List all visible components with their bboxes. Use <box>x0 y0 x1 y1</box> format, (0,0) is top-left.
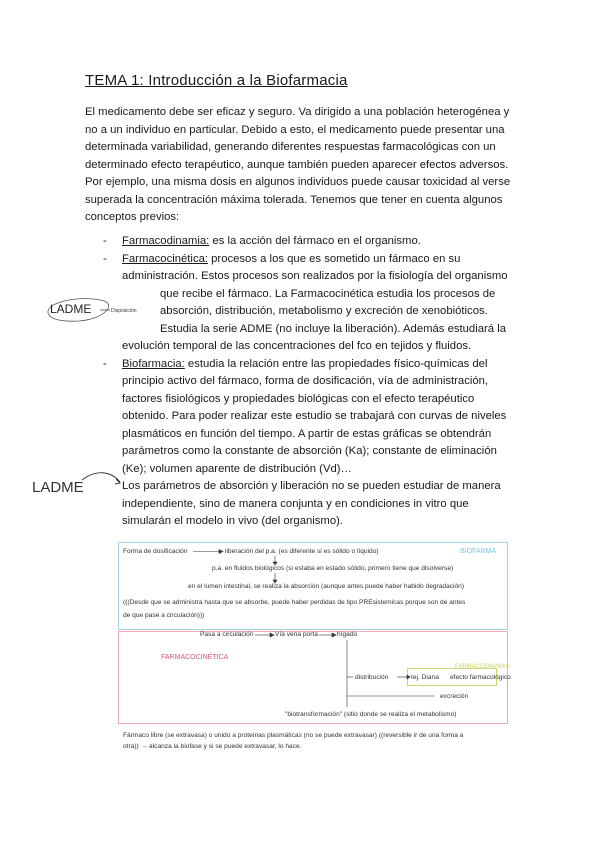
diagram-text: efecto farmacológico <box>450 674 511 681</box>
diagram-text: liberación del p.a. (es diferente si es sólido o líquido) <box>225 548 379 555</box>
page-title: TEMA 1: Introducción a la Biofarmacia <box>85 72 348 89</box>
diagram-text: (((Desde que se administra hasta que se absorbe, puede haber perdidas de tipo PREsistemicas porque son de antes <box>123 599 466 606</box>
definition-text: es la acción del fármaco en el organismo. <box>209 235 421 247</box>
diagram-text: de que pase a circulación))) <box>123 612 205 619</box>
diagram-text: Vía vena porta <box>275 631 318 638</box>
term-farmacodinamia: Farmacodinamia: <box>122 235 210 247</box>
pharmacokinetics-diagram <box>115 542 510 722</box>
term-biofarmacia: Biofarmacia: <box>122 357 185 370</box>
bullet-line: que recibe el fármaco. La Farmacocinética estudia los procesos de <box>160 287 496 300</box>
diagram-text: Fármaco libre (se extravasa) o unido a proteínas plasmáticas (no se puede extravasar) ((reversible ir de una forma a <box>123 732 464 739</box>
bullet-line: parámetros como la constante de absorción (Ka); constante de eliminación <box>122 445 497 457</box>
diagram-text: Pasa a circulación <box>200 631 254 638</box>
intro-line: El medicamento debe ser eficaz y seguro. Va dirigido a una población heterogénea y <box>85 106 510 118</box>
bullet-line: independiente, sino de manera conjunta y en condiciones in vitro que <box>122 497 469 510</box>
term-farmacocinetica: Farmacocinética: <box>122 252 209 265</box>
bullet-line: simularán el modelo in vivo (del organismo). <box>122 515 344 527</box>
bullet-line: absorción, distribución, metabolismo y excreción de xenobióticos. <box>160 305 488 317</box>
diagram-text: distribución <box>355 674 389 681</box>
diagram-text: en el lumen intestinal, se realiza la absorción (aunque antes puede haber habido degradación) <box>188 583 465 590</box>
bullet-line: (Ke); volumen aparente de distribución (Vd)… <box>122 462 352 475</box>
diagram-text: excreción <box>440 693 469 700</box>
ladme-sketch-icon <box>44 295 144 325</box>
bullet-line: evolución temporal de las concentraciones del fco en tejidos y fluidos. <box>122 340 472 352</box>
bullet-line: obtenido. Para poder realizar este estudio se trabajará con curvas de niveles <box>122 410 507 422</box>
bullet-line: Estudia la serie ADME (no incluye la liberación). Además estudiará la <box>160 322 506 335</box>
ladme-text: LADME <box>32 479 84 496</box>
bullet-line: administración. Estos procesos son realizados por la fisiología del organismo <box>122 270 508 282</box>
farmacocinetica-label: FARMACOCINÉTICA <box>161 654 229 661</box>
diagram-arrows <box>115 542 510 722</box>
ladme-arrow-icon <box>30 466 125 502</box>
intro-line: conceptos previos: <box>85 211 180 223</box>
ladme-sub-text: Disposición <box>111 308 137 314</box>
diagram-text: p.a. en fluidos biológicos (si estaba en estado sólido, primero tiene que disolverse) <box>212 565 454 572</box>
diagram-text: otra)) → alcanza la biofase y si se puede extravasar, lo hace. <box>123 743 302 750</box>
diagram-text: Forma de dosificación <box>123 548 188 555</box>
bullet-line: principio activo del fármaco, forma de dosificación, vía de administración, <box>122 375 489 387</box>
bullet-dash: - <box>103 357 107 370</box>
bullet-line: Los parámetros de absorción y liberación no se pueden estudiar de manera <box>122 480 501 492</box>
ladme-text: LADME <box>50 302 92 316</box>
bullet-dash: - <box>103 235 107 247</box>
bullet-farmacocinetica <box>122 251 460 269</box>
intro-line: determinada variabilidad, generando diferentes respuestas farmacológicas con un <box>85 141 496 153</box>
bullet-line: plasmáticos en función del tiempo. A partir de estas gráficas se obtendrán <box>122 427 492 440</box>
bullet-biofarmacia <box>122 356 487 374</box>
intro-line: no a un individuo en particular. Debido a esto, el medicamento puede presentar una <box>85 123 505 136</box>
intro-line: determinado efecto terapéutico, aunque también pueden aparecer efectos adversos. <box>85 158 509 171</box>
biofarma-label: BIOFARMA <box>460 548 497 555</box>
diagram-text: "biotransformación" (sitio donde se realiza el metabolismo) <box>285 711 457 718</box>
diagram-text: hígado <box>337 631 358 638</box>
intro-line: superada la concentración máxima tolerada. Tenemos que tener en cuenta algunos <box>85 193 503 206</box>
bullet-farmacodinamia <box>122 233 421 251</box>
definition-text: procesos a los que es sometido un fármaco en su <box>208 252 461 265</box>
diagram-text: tej. Diana <box>411 674 439 681</box>
intro-line: Por ejemplo, una misma dosis en algunos individuos puede causar toxicidad al verse <box>85 176 511 188</box>
definition-text: estudia la relación entre las propiedades físico-químicas del <box>184 357 488 370</box>
bullet-line: factores fisiológicos y propiedades biológicas con el efecto terapéutico <box>122 392 475 405</box>
farmacodinamia-label: FARMACODINAMIA <box>455 664 510 670</box>
bullet-dash: - <box>103 252 107 265</box>
